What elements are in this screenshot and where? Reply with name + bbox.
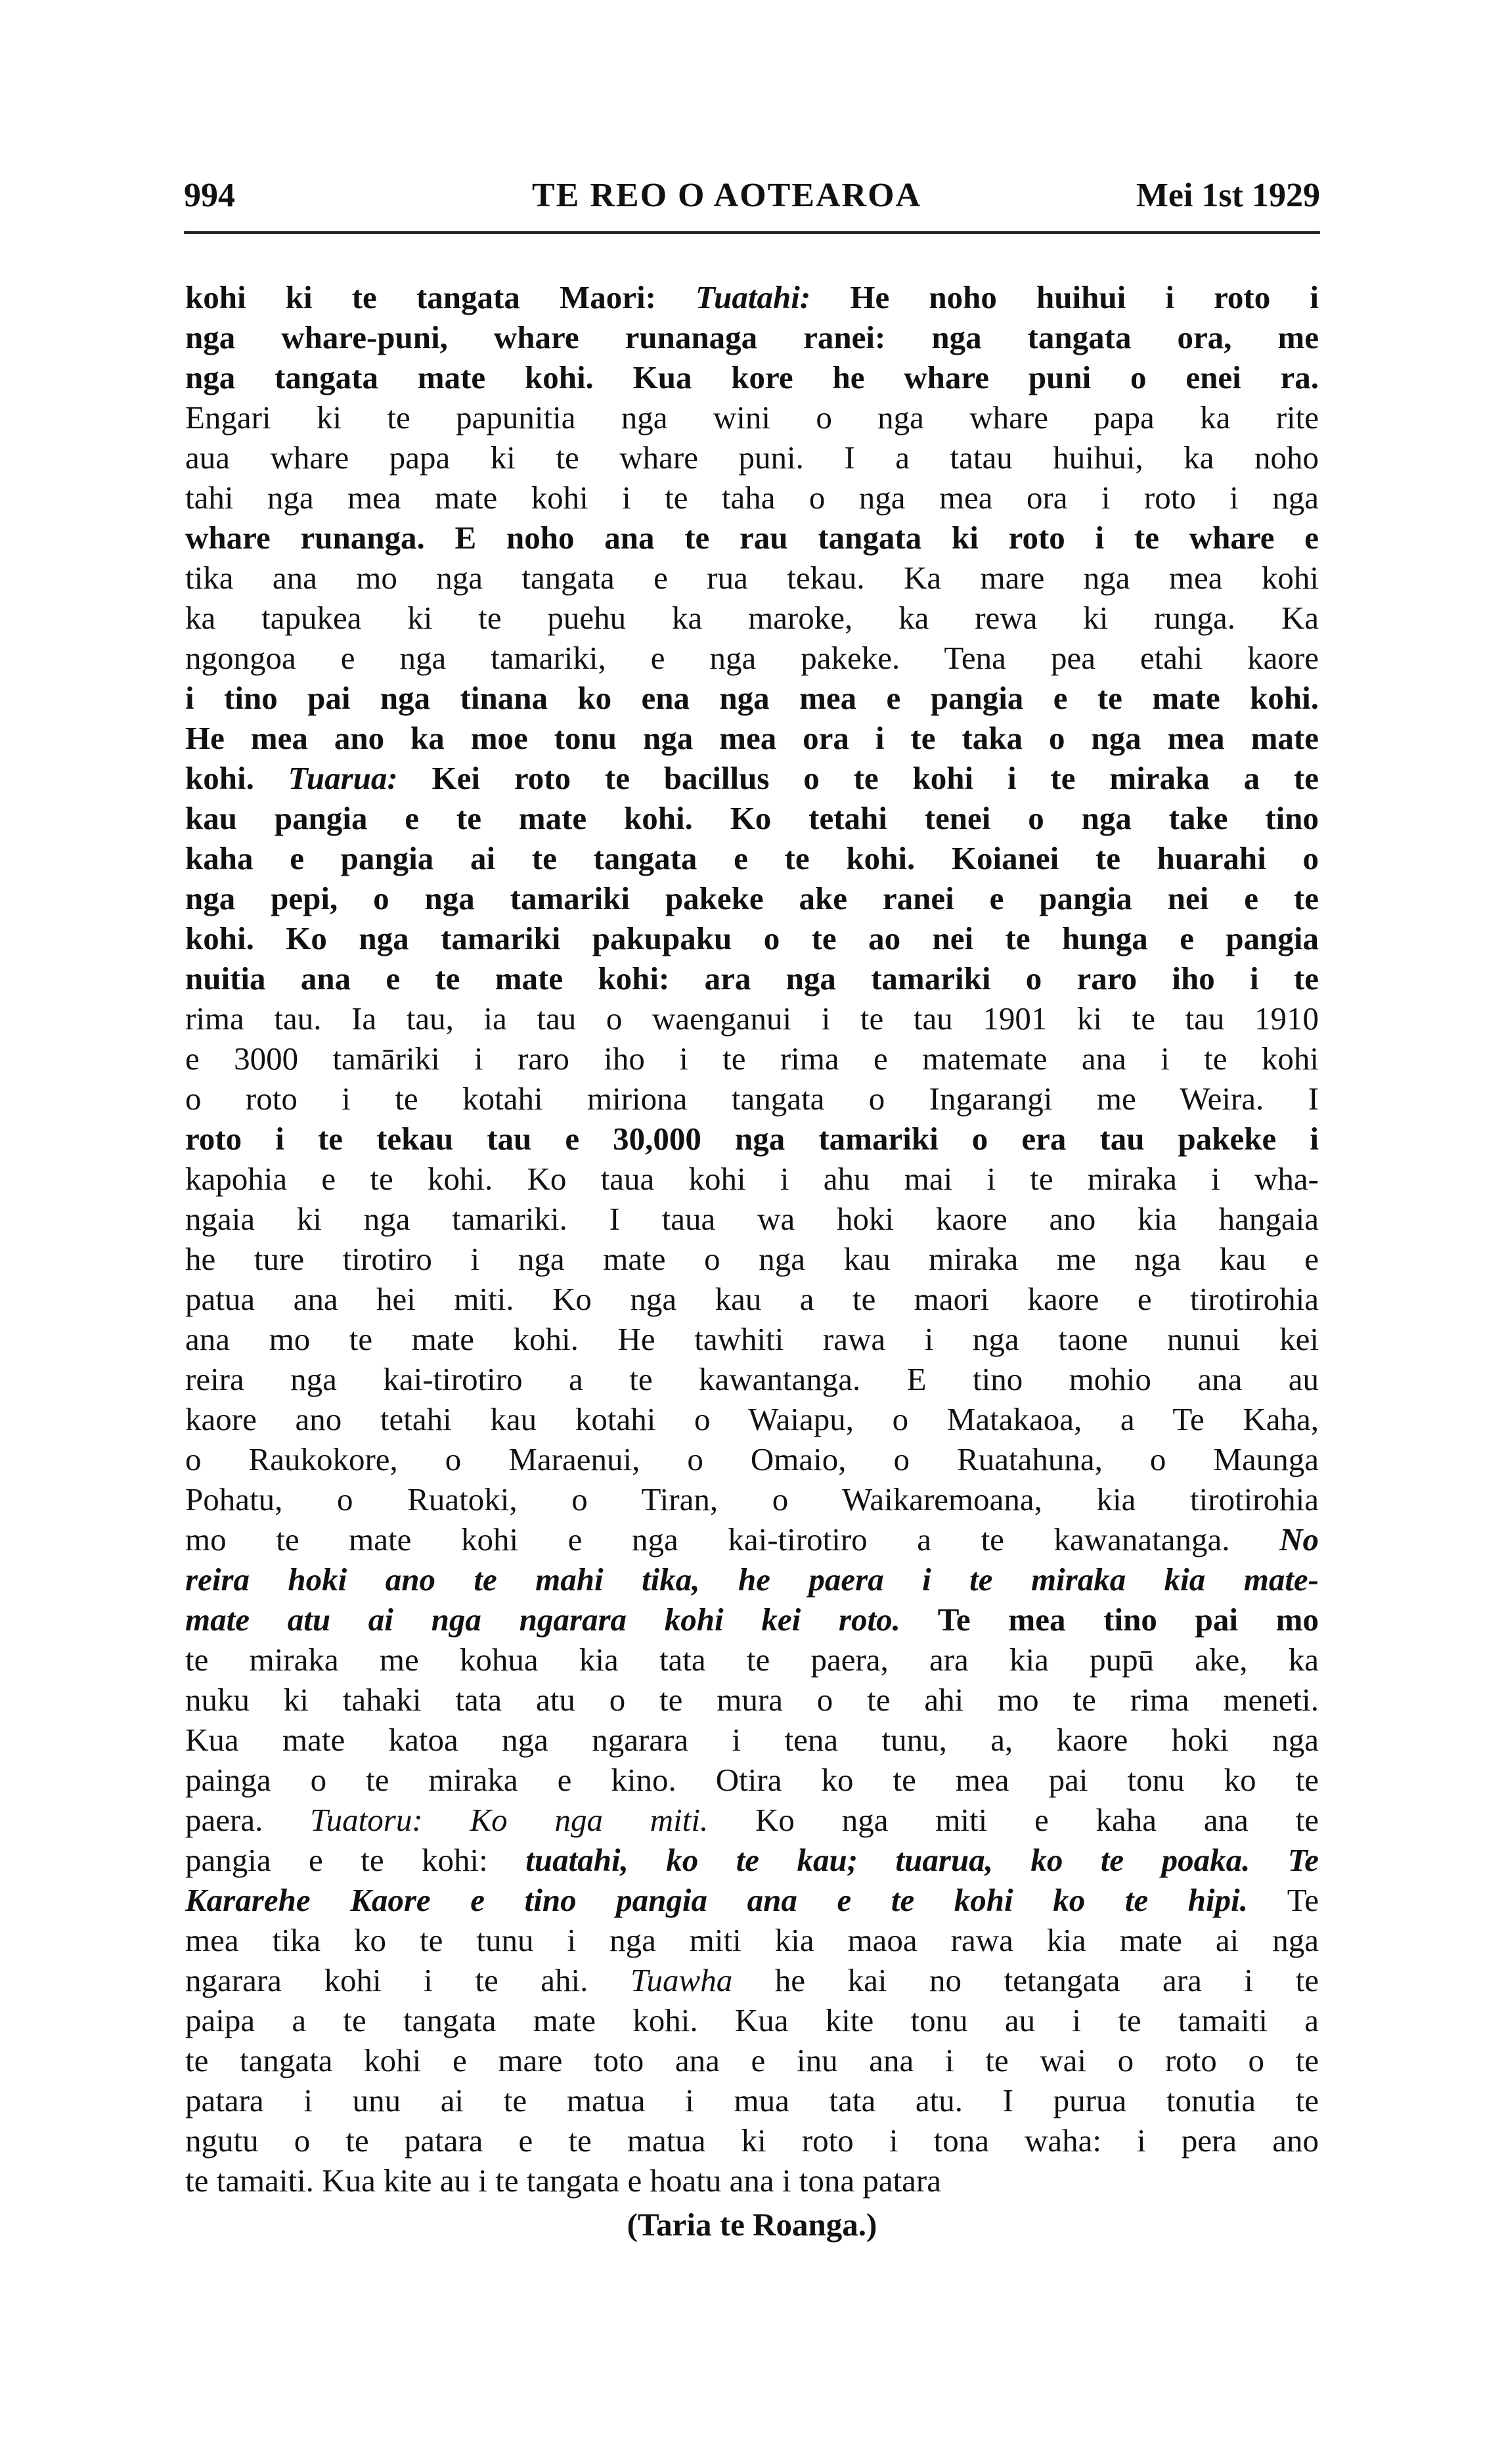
text-line: painga o te miraka e kino. Otira ko te mea pai tonu ko te (185, 1762, 1319, 1798)
text-line: aua whare papa ki te whare puni. I a tatau huihui, ka noho (185, 439, 1319, 476)
text-line: kohi ki te tangata Maori: Tuatahi: He noho huihui i roto i (185, 279, 1319, 315)
text-line: o roto i te kotahi miriona tangata o Ingarangi me Weira. I (185, 1081, 1319, 1117)
text-line: te tamaiti. Kua kite au i te tangata e hoatu ana i tona patara (185, 2162, 941, 2199)
text-line: Kua mate katoa nga ngarara i tena tunu, a, kaore hoki nga (185, 1722, 1319, 1758)
text-line: pangia e te kohi: tuatahi, ko te kau; tuarua, ko te poaka. Te (185, 1842, 1319, 1878)
text-line: whare runanga. E noho ana te rau tangata ki roto i te whare e (185, 520, 1319, 556)
text-line: mea tika ko te tunu i nga miti kia maoa rawa kia mate ai nga (185, 1922, 1319, 1958)
text-line: roto i te tekau tau e 30,000 nga tamariki o era tau pakeke i (185, 1121, 1319, 1157)
text-line: he ture tirotiro i nga mate o nga kau miraka me nga kau e (185, 1241, 1319, 1277)
header-rule (184, 231, 1320, 234)
text-line: nga tangata mate kohi. Kua kore he whare puni o enei ra. (185, 359, 1319, 395)
text-line: kaore ano tetahi kau kotahi o Waiapu, o Matakaoa, a Te Kaha, (185, 1401, 1319, 1437)
text-line: Engari ki te papunitia nga wini o nga whare papa ka rite (185, 399, 1319, 436)
text-line: e 3000 tamāriki i raro iho i te rima e matemate ana i te kohi (185, 1041, 1319, 1077)
text-line: reira hoki ano te mahi tika, he paera i te miraka kia mate- (185, 1561, 1319, 1598)
text-line: kau pangia e te mate kohi. Ko tetahi tenei o nga take tino (185, 800, 1319, 836)
text-line: kohi. Tuarua: Kei roto te bacillus o te kohi i te miraka a te (185, 760, 1319, 796)
text-line: mate atu ai nga ngarara kohi kei roto. Te mea tino pai mo (185, 1602, 1319, 1638)
text-line: paipa a te tangata mate kohi. Kua kite tonu au i te tamaiti a (185, 2002, 1319, 2038)
text-line: o Raukokore, o Maraenui, o Omaio, o Ruatahuna, o Maunga (185, 1441, 1319, 1477)
text-line: te tangata kohi e mare toto ana e inu ana i te wai o roto o te (185, 2042, 1319, 2078)
journal-title: TE REO O AOTEAROA (532, 177, 922, 214)
text-line: kapohia e te kohi. Ko taua kohi i ahu mai i te miraka i wha- (185, 1161, 1319, 1197)
text-line: ana mo te mate kohi. He tawhiti rawa i nga taone nunui kei (185, 1321, 1319, 1357)
article-body (185, 277, 1319, 2245)
text-line: ngutu o te patara e te matua ki roto i tona waha: i pera ano (185, 2122, 1319, 2159)
text-line: paera. Tuatoru: Ko nga miti. Ko nga miti e kaha ana te (185, 1802, 1319, 1838)
issue-date: Mei 1st 1929 (1136, 177, 1320, 214)
text-line: nga pepi, o nga tamariki pakeke ake ranei e pangia nei e te (185, 880, 1319, 916)
text-line: kohi. Ko nga tamariki pakupaku o te ao nei te hunga e pangia (185, 920, 1319, 956)
text-line: ngaia ki nga tamariki. I taua wa hoki kaore ano kia hangaia (185, 1201, 1319, 1237)
text-line: He mea ano ka moe tonu nga mea ora i te taka o nga mea mate (185, 720, 1319, 756)
text-line: ngarara kohi i te ahi. Tuawha he kai no tetangata ara i te (185, 1962, 1319, 1998)
text-line: tika ana mo nga tangata e rua tekau. Ka mare nga mea kohi (185, 560, 1319, 596)
text-line: kaha e pangia ai te tangata e te kohi. Koianei te huarahi o (185, 840, 1319, 876)
text-line: nuitia ana e te mate kohi: ara nga tamariki o raro iho i te (185, 960, 1319, 997)
text-line: reira nga kai-tirotiro a te kawantanga. E tino mohio ana au (185, 1361, 1319, 1397)
text-line: te miraka me kohua kia tata te paera, ara kia pupū ake, ka (185, 1642, 1319, 1678)
text-line: ngongoa e nga tamariki, e nga pakeke. Tena pea etahi kaore (185, 640, 1319, 676)
continuation-note: (Taria te Roanga.) (627, 2206, 877, 2243)
text-line: patara i unu ai te matua i mua tata atu. I purua tonutia te (185, 2082, 1319, 2118)
text-line: tahi nga mea mate kohi i te taha o nga mea ora i roto i nga (185, 480, 1319, 516)
text-line: nuku ki tahaki tata atu o te mura o te ahi mo te rima meneti. (185, 1682, 1319, 1718)
text-line: patua ana hei miti. Ko nga kau a te maori kaore e tirotirohia (185, 1281, 1319, 1317)
text-line: rima tau. Ia tau, ia tau o waenganui i te tau 1901 ki te tau 1910 (185, 1000, 1319, 1037)
text-line: Kararehe Kaore e tino pangia ana e te kohi ko te hipi. Te (185, 1882, 1319, 1918)
text-line: mo te mate kohi e nga kai-tirotiro a te kawanatanga. No (185, 1521, 1319, 1557)
text-line: nga whare-puni, whare runanaga ranei: nga tangata ora, me (185, 319, 1319, 355)
text-line: i tino pai nga tinana ko ena nga mea e pangia e te mate kohi. (185, 680, 1319, 716)
running-header (184, 176, 1320, 229)
page-number: 994 (184, 177, 235, 214)
text-line: Pohatu, o Ruatoki, o Tiran, o Waikaremoana, kia tirotirohia (185, 1481, 1319, 1517)
text-line: ka tapukea ki te puehu ka maroke, ka rewa ki runga. Ka (185, 600, 1319, 636)
